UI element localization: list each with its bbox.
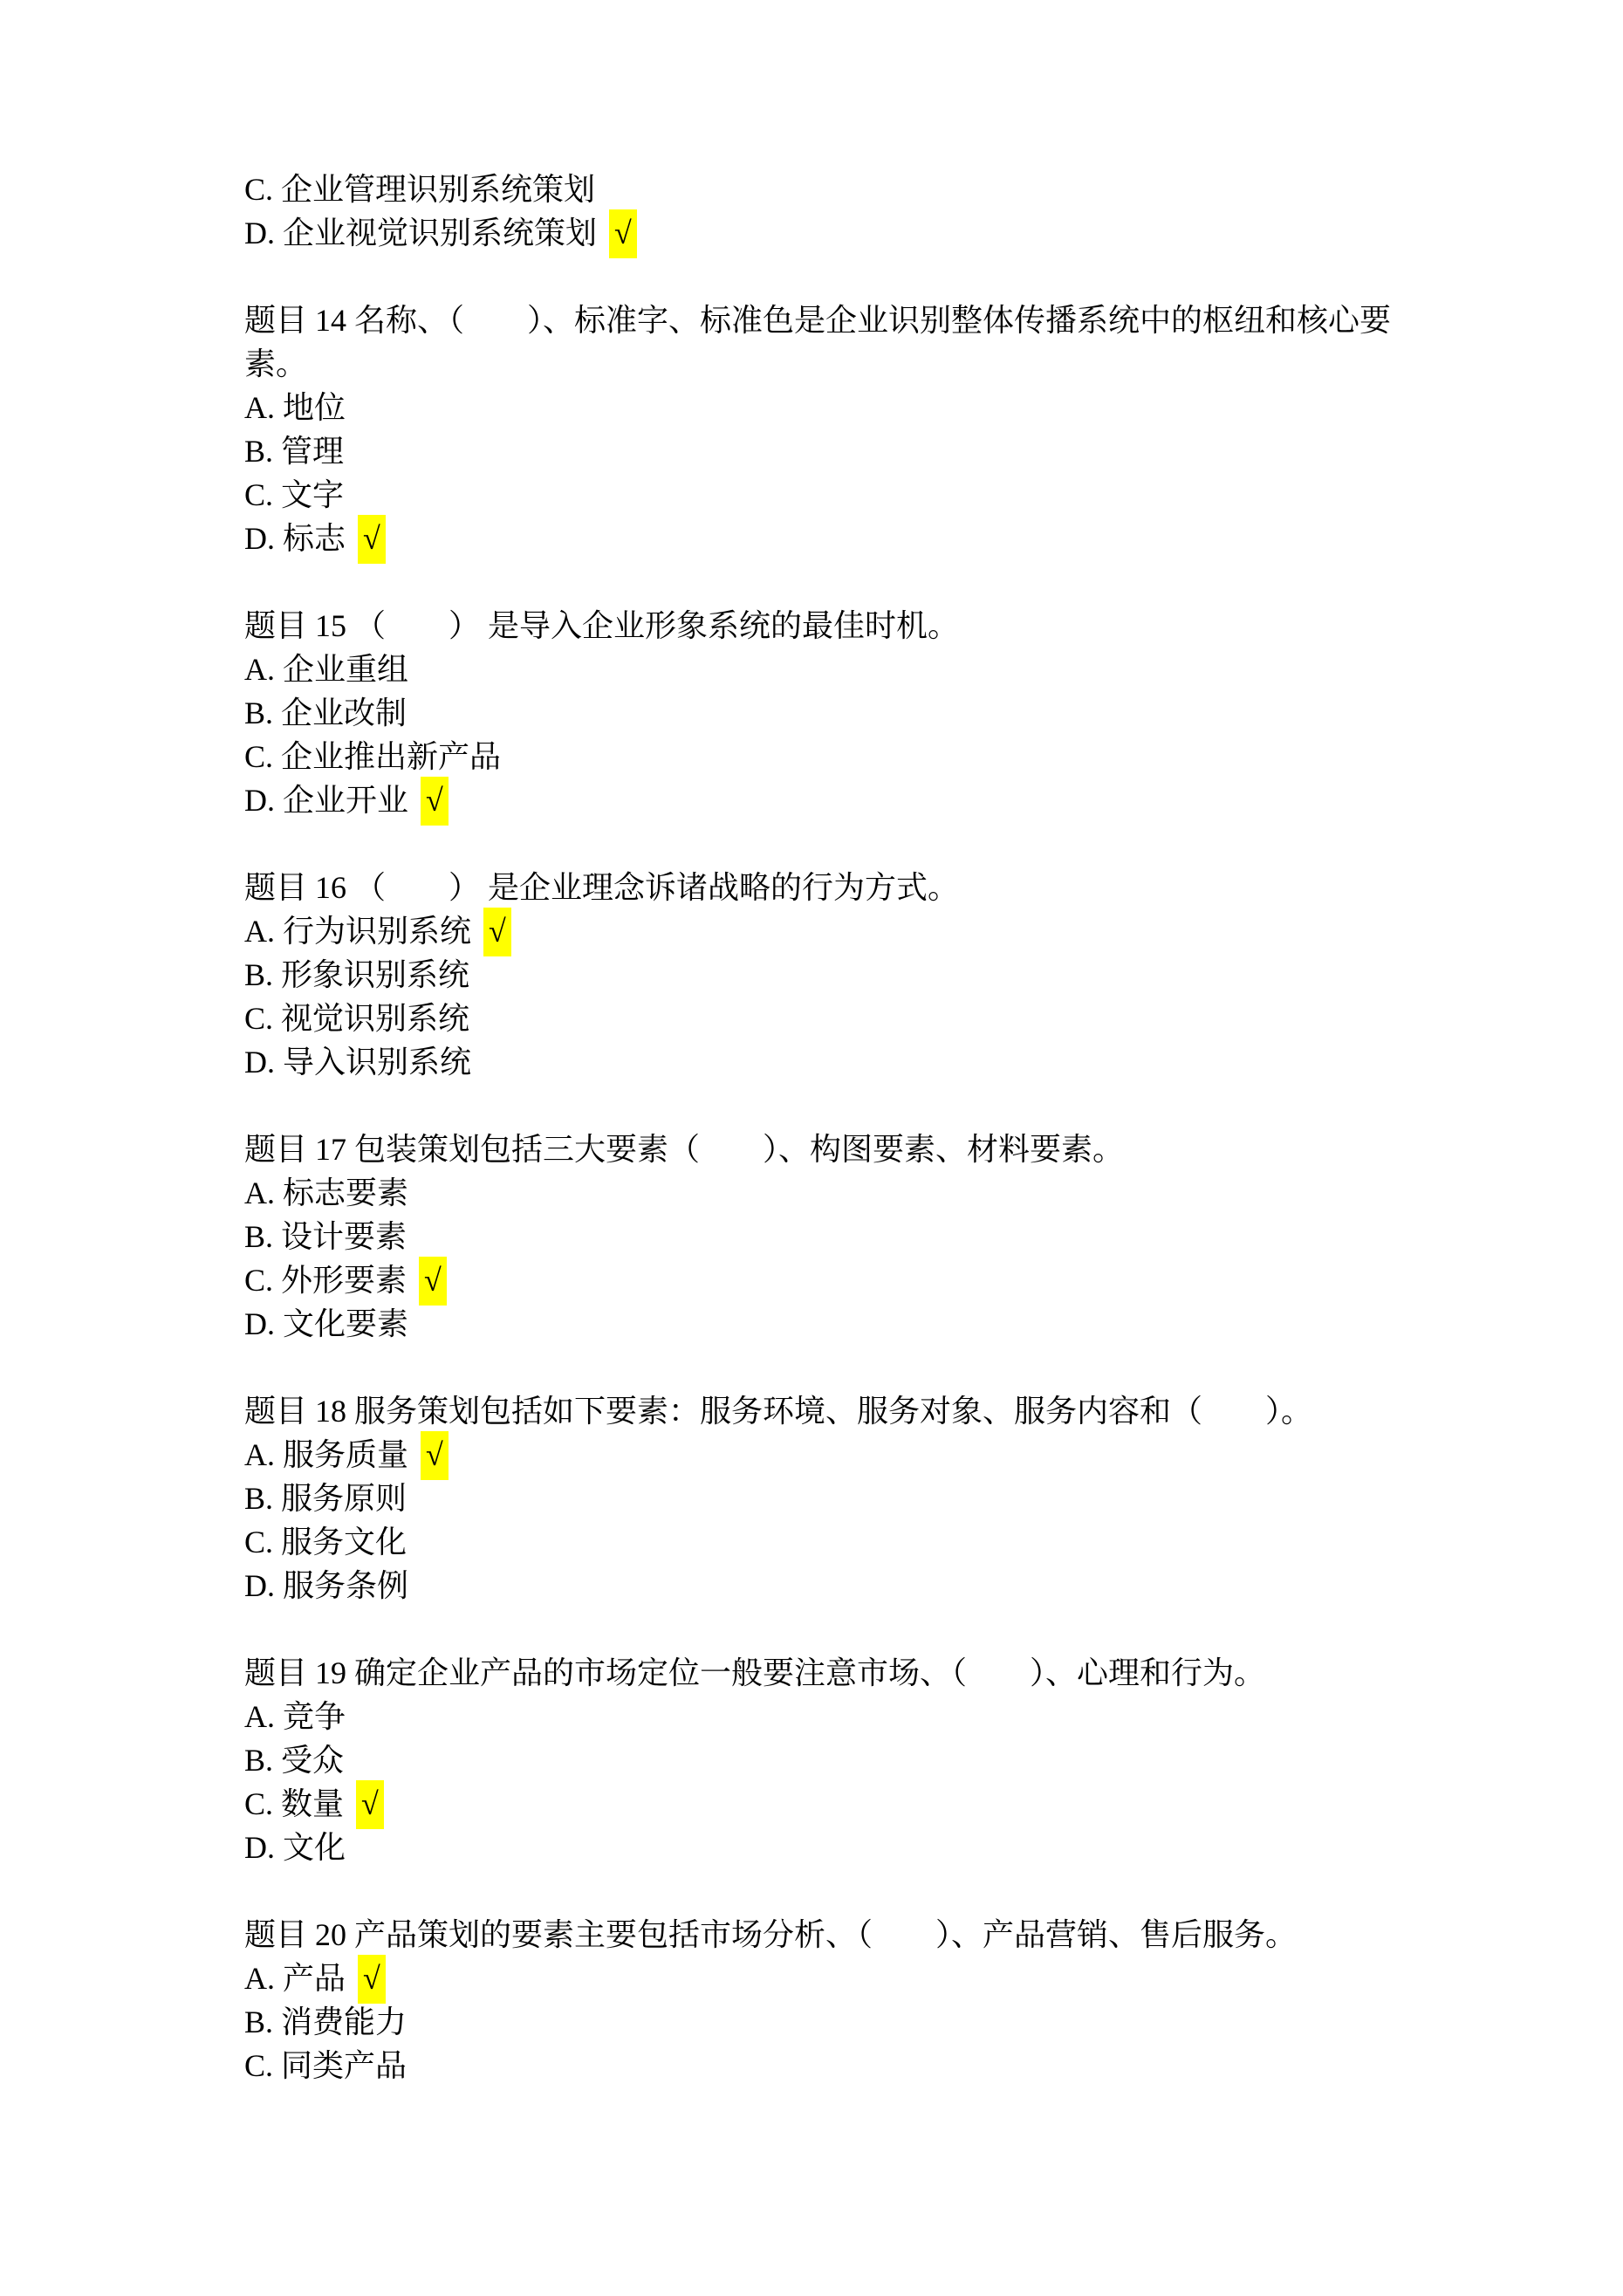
- option-text: A. 企业重组: [244, 652, 408, 687]
- option-text: C. 服务文化: [244, 1525, 407, 1559]
- option-row: [244, 1826, 1392, 1869]
- option-row: [244, 1302, 1392, 1346]
- question-18: [244, 1389, 1392, 1607]
- option-row: [244, 1040, 1392, 1084]
- question-16: [244, 866, 1392, 1084]
- option-text: D. 企业开业: [244, 783, 408, 818]
- option-row: [244, 1957, 1392, 2000]
- option-text: A. 产品: [244, 1961, 346, 1996]
- checkmark-highlight: √: [421, 1431, 449, 1480]
- question-13-partial: [244, 168, 1392, 255]
- question-14: [244, 298, 1392, 560]
- option-text: D. 企业视觉识别系统策划: [244, 216, 597, 250]
- option-row: [244, 473, 1392, 517]
- option-text: B. 消费能力: [244, 2005, 407, 2039]
- option-text: B. 企业改制: [244, 696, 407, 730]
- option-text: A. 标志要素: [244, 1175, 408, 1210]
- option-row: [244, 1258, 1392, 1302]
- option-text: B. 形象识别系统: [244, 957, 470, 992]
- option-text: A. 行为识别系统: [244, 914, 471, 949]
- question-title: 题目 18 服务策划包括如下要素：服务环境、服务对象、服务内容和（ ）。: [244, 1394, 1313, 1429]
- option-row: [244, 386, 1392, 429]
- option-text: A. 服务质量: [244, 1437, 408, 1472]
- option-row: [244, 168, 1392, 211]
- option-text: D. 文化: [244, 1830, 346, 1865]
- question-15: [244, 604, 1392, 822]
- option-row: [244, 997, 1392, 1040]
- option-row: [244, 211, 1392, 255]
- checkmark-highlight: √: [358, 515, 386, 564]
- checkmark-highlight: √: [356, 1780, 384, 1829]
- option-row: [244, 1695, 1392, 1738]
- question-19: [244, 1651, 1392, 1869]
- question-title: 题目 15 （ ） 是导入企业形象系统的最佳时机。: [244, 608, 960, 643]
- option-text: D. 标志: [244, 521, 346, 556]
- option-row: [244, 953, 1392, 997]
- option-row: [244, 1782, 1392, 1826]
- option-text: C. 同类产品: [244, 2048, 407, 2083]
- option-row: [244, 778, 1392, 822]
- option-text: C. 视觉识别系统: [244, 1001, 470, 1036]
- option-text: A. 竞争: [244, 1699, 346, 1734]
- option-row: [244, 1564, 1392, 1607]
- option-text: B. 服务原则: [244, 1481, 407, 1516]
- checkmark-highlight: √: [609, 209, 637, 258]
- option-text: C. 外形要素: [244, 1263, 407, 1298]
- question-title: 题目 14 名称、（ ）、标准字、标准色是企业识别整体传播系统中的枢纽和核心要素。: [244, 303, 1392, 381]
- option-row: [244, 2044, 1392, 2087]
- checkmark-highlight: √: [419, 1257, 447, 1306]
- option-row: [244, 735, 1392, 778]
- option-row: [244, 1477, 1392, 1520]
- checkmark-highlight: √: [483, 908, 511, 956]
- question-title: 题目 16 （ ） 是企业理念诉诸战略的行为方式。: [244, 870, 960, 905]
- checkmark-highlight: √: [358, 1955, 386, 2004]
- option-text: C. 文字: [244, 477, 345, 512]
- question-title: 题目 19 确定企业产品的市场定位一般要注意市场、（ ）、心理和行为。: [244, 1655, 1266, 1690]
- question-title: 题目 20 产品策划的要素主要包括市场分析、（ ）、产品营销、售后服务。: [244, 1917, 1298, 1952]
- option-text: A. 地位: [244, 390, 346, 425]
- option-text: B. 管理: [244, 434, 345, 469]
- option-row: [244, 1215, 1392, 1258]
- option-row: [244, 691, 1392, 735]
- option-text: D. 服务条例: [244, 1568, 408, 1603]
- option-text: C. 企业推出新产品: [244, 739, 502, 774]
- option-text: C. 数量: [244, 1786, 345, 1821]
- checkmark-highlight: √: [421, 777, 449, 826]
- option-row: [244, 429, 1392, 473]
- option-row: [244, 648, 1392, 691]
- option-text: C. 企业管理识别系统策划: [244, 172, 596, 207]
- option-row: [244, 1520, 1392, 1564]
- question-20: [244, 1913, 1392, 2087]
- question-17: [244, 1127, 1392, 1346]
- option-row: [244, 2000, 1392, 2044]
- option-row: [244, 909, 1392, 953]
- option-row: [244, 1738, 1392, 1782]
- option-row: [244, 1433, 1392, 1477]
- option-row: [244, 517, 1392, 560]
- option-text: D. 导入识别系统: [244, 1045, 471, 1079]
- option-text: D. 文化要素: [244, 1306, 408, 1341]
- option-text: B. 设计要素: [244, 1219, 407, 1254]
- option-text: B. 受众: [244, 1743, 345, 1778]
- option-row: [244, 1171, 1392, 1215]
- question-title: 题目 17 包装策划包括三大要素（ ）、构图要素、材料要素。: [244, 1132, 1125, 1167]
